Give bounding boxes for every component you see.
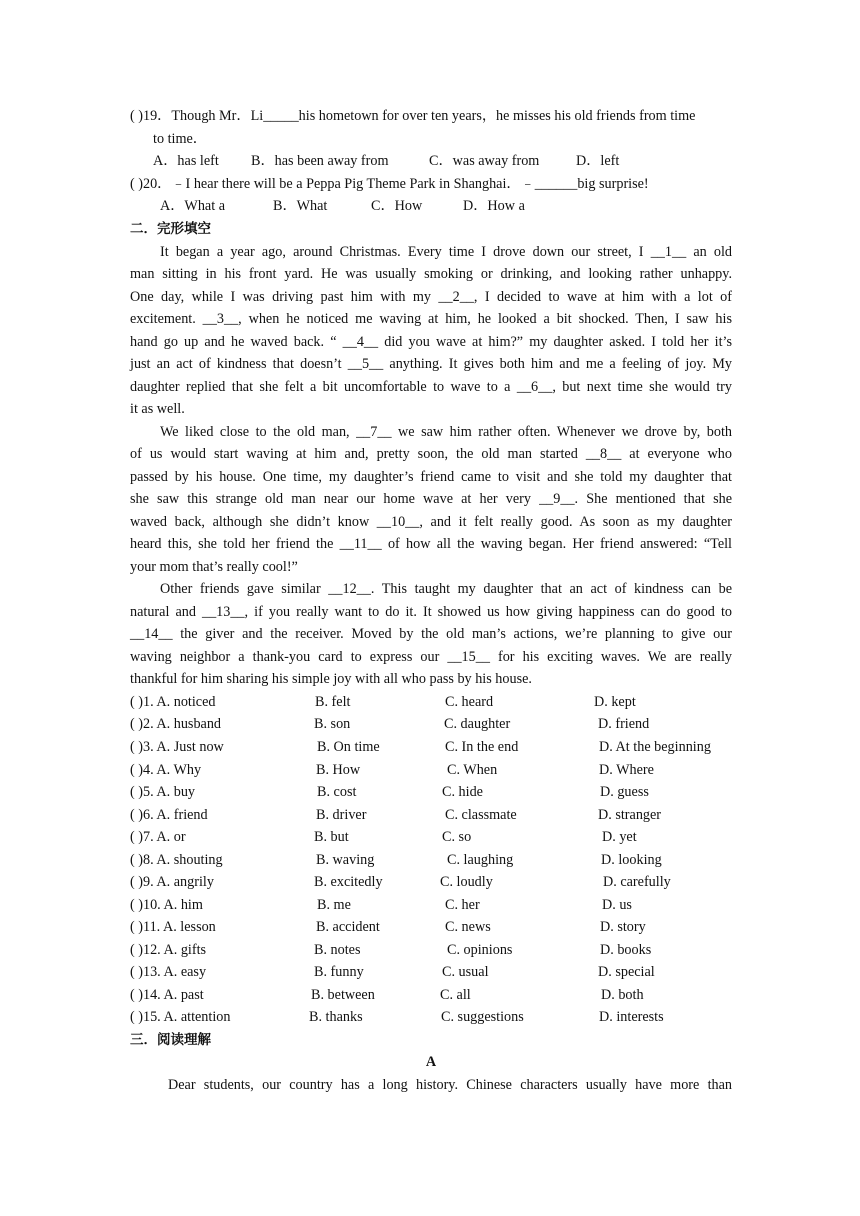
cloze-line: she saw this strange old man near our home wave at her very __9__. She mentioned that she [130,491,732,507]
option-d: D. us [602,897,632,913]
option-b: B. waving [316,852,375,868]
option-b: B. How [316,762,361,778]
option-c: C. In the end [445,739,519,755]
option-c: C. classmate [445,807,517,823]
option-d: D. kept [594,694,636,710]
reading-heading: 三．阅读理解 [130,1032,211,1048]
question-number-option-a: ( )11. A. lesson [130,919,216,935]
cloze-line: One day, while I was driving past him with my __2__, I decided to wave at him with a lot of [130,289,732,305]
cloze-line: man sitting in his front yard. He was usually smoking or drinking, and looking rather unhappy. [130,266,732,282]
question-number-option-a: ( )2. A. husband [130,716,222,732]
option-b: B. son [314,716,351,732]
option-c: C. laughing [447,852,514,868]
option-c: C. her [445,897,480,913]
option-c: C. usual [442,964,489,980]
option-c: C. news [445,919,491,935]
cloze-line: thankful for him sharing his simple joy with all who pass by his house. [130,671,532,687]
cloze-heading: 二．完形填空 [130,221,211,237]
cloze-line: waved back, although she didn’t know __10__, and it felt really good. As soon as my daughter [130,514,732,530]
cloze-line: excitement. __3__, when he noticed me waving at him, he looked a bit shocked. Then, I saw his [130,311,732,327]
option-b: B. cost [317,784,357,800]
option-d: D. interests [599,1009,664,1025]
question-number-option-a: ( )5. A. buy [130,784,196,800]
option-d: D. guess [600,784,649,800]
option-d: D. stranger [598,807,662,823]
option-c: C. daughter [444,716,511,732]
option-c: C. hide [442,784,483,800]
option-c: C. so [442,829,472,845]
cloze-line: passed by his house. One time, my daughter’s friend came to visit and she told my daughter that [130,469,732,485]
question-number-option-a: ( )4. A. Why [130,762,202,778]
question-number-option-a: ( )15. A. attention [130,1009,231,1025]
question-number-option-a: ( )13. A. easy [130,964,207,980]
option-b: B. excitedly [314,874,383,890]
cloze-line: We liked close to the old man, __7__ we saw him rather often. Whenever we drove by, both [160,424,732,440]
q20-option-b: B．What [273,198,328,214]
question-number-option-a: ( )3. A. Just now [130,739,224,755]
option-b: B. between [311,987,375,1003]
cloze-line: hand go up and he waved back. “ __4__ did you wave at him?” my daughter asked. I told her it’s [130,334,732,350]
reading-first-line: Dear students, our country has a long history. Chinese characters usually have more than [168,1077,732,1093]
option-d: D. At the beginning [599,739,711,755]
q20-option-a: A．What a [160,198,226,214]
cloze-line: of us would start waving at him and, pretty soon, the old man started __8__ at everyone who [130,446,732,462]
option-b: B. me [317,897,351,913]
question-number-option-a: ( )10. A. him [130,897,203,913]
option-d: D. carefully [603,874,671,890]
option-c: C. suggestions [441,1009,524,1025]
option-c: C. opinions [447,942,513,958]
question-number-option-a: ( )8. A. shouting [130,852,223,868]
q19-stem-line2: to time． [153,131,207,147]
option-b: B. On time [317,739,380,755]
question-number-option-a: ( )12. A. gifts [130,942,207,958]
option-c: C. all [440,987,471,1003]
cloze-line: __14__ the giver and the receiver. Moved by the old man’s actions, we’re planning to give our [130,626,732,642]
cloze-line: heard this, she told her friend the __11__ of how all the waving began. Her friend answered: “Tell [130,536,732,552]
cloze-line: just an act of kindness that doesn’t __5__ anything. It gives both him and me a feeling of joy. My [130,356,732,372]
cloze-line: your mom that’s really cool!” [130,559,298,575]
q20-option-d: D．How a [463,198,525,214]
option-b: B. accident [316,919,380,935]
option-d: D. both [601,987,644,1003]
cloze-line: Other friends gave similar __12__. This taught my daughter that an act of kindness can be [160,581,732,597]
q20-option-c: C．How [371,198,423,214]
cloze-line: It began a year ago, around Christmas. Every time I drove down our street, I __1__ an old [160,244,732,260]
option-d: D. special [598,964,655,980]
option-d: D. looking [601,852,662,868]
option-c: C. When [447,762,498,778]
cloze-line: natural and __13__, if you really want to do it. It showed us how giving happiness can do good to [130,604,732,620]
option-b: B. felt [315,694,351,710]
option-d: D. books [600,942,652,958]
option-d: D. yet [602,829,637,845]
q19-option-c: C．was away from [429,153,540,169]
passage-label: A [425,1054,437,1070]
q20-stem: ( )20．﹣I hear there will be a Peppa Pig Theme Park in Shanghai．﹣______big surprise! [130,176,649,192]
option-c: C. loudly [440,874,493,890]
option-d: D. Where [599,762,654,778]
option-b: B. but [314,829,349,845]
option-d: D. friend [598,716,650,732]
q19-option-b: B．has been away from [251,153,389,169]
option-b: B. notes [314,942,361,958]
option-b: B. thanks [309,1009,363,1025]
cloze-line: daughter replied that she felt a bit uncomfortable to wave to a __6__, but next time she would try [130,379,732,395]
question-number-option-a: ( )1. A. noticed [130,694,216,710]
q19-stem-line1: ( )19．Though Mr．Li_____his hometown for over ten years，he misses his old friends from time [130,108,696,124]
option-b: B. funny [314,964,364,980]
question-number-option-a: ( )14. A. past [130,987,204,1003]
q19-option-a: A．has left [153,153,219,169]
question-number-option-a: ( )7. A. or [130,829,186,845]
q19-option-d: D．left [576,153,620,169]
question-number-option-a: ( )9. A. angrily [130,874,214,890]
cloze-line: waving neighbor a thank-you card to express our __15__ for his exciting waves. We are really [130,649,732,665]
option-b: B. driver [316,807,367,823]
question-number-option-a: ( )6. A. friend [130,807,208,823]
option-c: C. heard [445,694,494,710]
cloze-line: it as well. [130,401,185,417]
option-d: D. story [600,919,646,935]
